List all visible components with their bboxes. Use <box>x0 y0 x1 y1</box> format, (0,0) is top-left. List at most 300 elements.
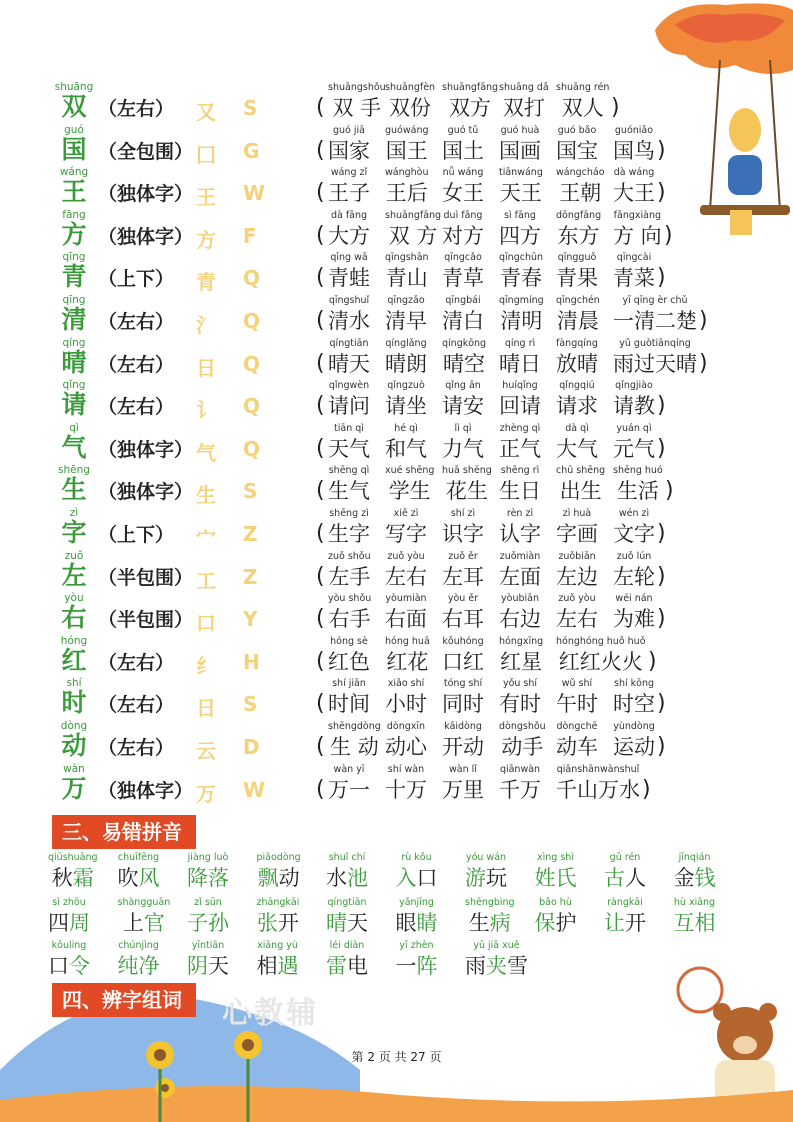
word-group <box>328 380 370 421</box>
character: 青 <box>61 262 87 292</box>
character-row <box>48 551 768 594</box>
easy-word <box>465 940 528 981</box>
word-pinyin: qīngshuǐ <box>328 294 370 306</box>
word-pinyin: wàn yī <box>333 763 365 775</box>
word-pinyin: zhèng qì <box>499 422 541 434</box>
radical: 又 <box>196 100 216 124</box>
word-pinyin: wánghòu <box>385 167 429 179</box>
word-pinyin: kāidòng <box>444 720 482 732</box>
word-group <box>328 210 370 251</box>
word: 请教 <box>613 394 655 419</box>
word-group <box>442 678 484 719</box>
word: 写字 <box>385 521 427 546</box>
word-group <box>556 338 598 379</box>
word: 生字 <box>328 521 370 546</box>
word-pinyin: yòumiàn <box>385 593 427 605</box>
easy-word-pinyin: léi diàn <box>329 940 365 951</box>
close-paren: ) <box>648 648 657 674</box>
easy-word-text <box>257 908 300 938</box>
radical: 王 <box>196 185 216 210</box>
word-pinyin: hóngxīng <box>499 635 544 647</box>
highlighted-character: 官 <box>143 911 165 935</box>
character-cell <box>52 678 96 717</box>
word-group <box>328 423 370 464</box>
easy-word-text <box>118 951 160 981</box>
word-group <box>385 678 427 719</box>
word-pinyin: qīngchūn <box>499 252 544 264</box>
character-row <box>48 338 768 381</box>
word: 对方 <box>442 223 484 248</box>
initial-letter: Q <box>243 351 261 376</box>
word-pinyin: yǔ guòtiānqíng <box>619 337 691 349</box>
structure-label: （全包围） <box>98 140 194 163</box>
word: 午时 <box>556 692 598 717</box>
plain-character: 秋 <box>51 866 73 890</box>
word-group <box>385 551 427 592</box>
close-paren: ) <box>657 137 666 163</box>
highlighted-character: 夹 <box>486 954 507 978</box>
easy-word-pinyin: jiàng luò <box>187 852 229 863</box>
easy-word-text <box>465 863 507 893</box>
highlighted-character: 霜 <box>72 866 94 890</box>
word-pinyin: yǒu shí <box>502 678 538 690</box>
character-row <box>48 721 768 764</box>
word-group <box>499 636 543 677</box>
plain-character: 玩 <box>486 866 507 890</box>
word: 右手 <box>328 607 371 632</box>
word-group <box>613 721 655 762</box>
word: 清白 <box>442 308 484 333</box>
word-pinyin: chū shēng <box>556 465 606 477</box>
word-pinyin: hé qì <box>394 422 418 434</box>
structure-label: （半包围） <box>98 566 194 589</box>
easy-word-text <box>48 951 90 981</box>
word: 动手 <box>501 734 544 759</box>
word-group <box>499 338 541 379</box>
initial-letter: S <box>243 479 258 504</box>
character-row <box>48 508 768 551</box>
word: 左右 <box>385 564 427 589</box>
word: 双打 <box>502 96 545 120</box>
word-pinyin: qīngzǎo <box>387 294 425 306</box>
initial-letter: G <box>243 138 260 163</box>
open-paren: ( <box>316 520 325 546</box>
open-paren: ( <box>316 265 325 291</box>
plain-character: 开 <box>277 911 299 935</box>
word-group <box>556 167 605 208</box>
structure-label: （左右） <box>98 98 175 120</box>
character: 字 <box>61 517 87 547</box>
word-pinyin: shuāngfāng <box>442 82 499 93</box>
easy-word-pinyin: yī zhèn <box>399 940 434 951</box>
open-paren: ( <box>316 307 325 333</box>
word: 左右 <box>556 607 598 632</box>
easy-pinyin-row <box>48 940 748 986</box>
easy-word-text <box>396 863 438 893</box>
word-group <box>499 593 541 634</box>
word-pinyin: zuǒbiān <box>558 550 596 562</box>
word-pinyin: nǚ wáng <box>442 167 484 179</box>
initial-letter: W <box>243 777 266 802</box>
word-group <box>328 465 370 506</box>
easy-word <box>396 940 438 981</box>
word: 十万 <box>385 777 427 802</box>
character-cell <box>52 593 96 632</box>
open-paren: ( <box>316 691 325 717</box>
word-group <box>613 593 655 634</box>
word-pinyin: qiānwàn <box>499 763 541 775</box>
word: 一清二楚 <box>613 308 697 333</box>
word-pinyin: kǒuhóng <box>442 635 484 647</box>
word-group <box>613 423 655 464</box>
word: 右耳 <box>442 607 484 632</box>
word-pinyin: dòngshǒu <box>499 720 546 732</box>
structure-label: （半包围） <box>98 609 194 632</box>
word-group <box>556 593 598 634</box>
easy-word-text <box>604 908 646 938</box>
word: 国宝 <box>556 138 598 163</box>
word-group <box>556 551 598 592</box>
word-group <box>499 380 541 421</box>
word-group <box>385 125 429 166</box>
word: 动车 <box>556 734 598 759</box>
word-pinyin: qīngchén <box>556 294 600 306</box>
open-paren: ( <box>316 95 325 120</box>
plain-character: 口 <box>48 954 69 978</box>
initial-letter: F <box>243 223 257 248</box>
structure-label: （上下） <box>98 523 175 546</box>
plain-character: 口 <box>416 866 438 890</box>
highlighted-character: 令 <box>69 954 90 978</box>
easy-word-pinyin: yǔ jiā xuě <box>473 940 520 951</box>
word-pinyin: qǐngwèn <box>328 380 370 392</box>
open-paren: ( <box>316 393 325 419</box>
highlighted-character: 雷 <box>326 954 347 978</box>
word-group <box>613 678 655 719</box>
radical: 宀 <box>196 525 216 550</box>
plain-character: 人 <box>625 866 646 890</box>
word-group <box>442 465 492 506</box>
plain-character: 水 <box>326 866 347 890</box>
word-group <box>328 508 370 549</box>
word: 字画 <box>556 521 598 546</box>
word: 红花 <box>386 649 429 674</box>
word: 国王 <box>385 138 428 163</box>
easy-word <box>187 940 229 981</box>
character-cell <box>52 380 96 419</box>
word-pinyin: shuāng dǎ <box>499 82 549 93</box>
easy-word-text <box>465 908 515 938</box>
plain-character: 吹 <box>117 866 139 890</box>
plain-character: 天 <box>208 954 229 978</box>
word-pinyin: shēng rì <box>500 465 540 477</box>
character: 生 <box>61 475 87 505</box>
easy-word <box>465 852 507 893</box>
word-pinyin: qiānshānwànshuǐ <box>556 763 640 775</box>
easy-word-text <box>118 908 171 938</box>
word-group <box>385 636 430 677</box>
character-pinyin: qì <box>69 421 79 434</box>
word-pinyin: shí wàn <box>387 763 425 775</box>
word: 双 手 <box>332 96 382 120</box>
word-pinyin: wéi nán <box>615 593 653 605</box>
plain-character: 上 <box>122 911 144 935</box>
radical: 日 <box>196 355 216 380</box>
structure-label: （独体字） <box>98 481 194 504</box>
radical: 生 <box>196 483 216 508</box>
character-cell <box>52 210 96 249</box>
character-row <box>48 764 768 807</box>
word: 青菜 <box>613 266 655 291</box>
character-row <box>48 636 768 679</box>
word-pinyin: wǔ shí <box>561 678 593 690</box>
character-pinyin: qǐng <box>62 379 86 392</box>
plain-character: 护 <box>555 911 577 935</box>
character-pinyin: zì <box>69 506 79 519</box>
character-row <box>48 465 768 508</box>
word: 青草 <box>442 266 484 291</box>
plain-character: 天 <box>347 911 368 935</box>
easy-word-text <box>465 951 528 981</box>
word-pinyin: dà qì <box>565 422 589 434</box>
word-group <box>442 295 484 336</box>
word-group <box>385 295 427 336</box>
radical: 日 <box>196 696 216 721</box>
plain-character: 金 <box>673 866 695 890</box>
highlighted-character: 张 <box>256 911 278 935</box>
word-group <box>499 210 541 251</box>
word-group <box>613 508 655 549</box>
close-paren: ) <box>657 520 666 546</box>
word-pinyin: shēng huó <box>613 465 663 477</box>
word-pinyin: dà fāng <box>330 209 368 221</box>
easy-word-text <box>257 863 301 893</box>
word: 万一 <box>328 777 370 802</box>
open-paren: ( <box>316 648 325 674</box>
word: 请问 <box>328 394 370 419</box>
highlighted-character: 遇 <box>277 954 299 978</box>
character-row <box>48 380 768 423</box>
word: 国家 <box>328 138 370 163</box>
word-pinyin: xiě zì <box>393 507 419 519</box>
page-footer: 第 2 页 共 27 页 <box>351 1050 442 1064</box>
word: 天气 <box>328 436 370 461</box>
word-pinyin: qīngcǎo <box>444 252 482 264</box>
radical: 纟 <box>196 653 216 678</box>
word: 文字 <box>613 521 655 546</box>
initial-letter: Y <box>243 607 258 632</box>
initial-letter: Z <box>243 564 258 589</box>
word-group <box>613 380 655 421</box>
word: 国土 <box>442 138 484 163</box>
character-cell <box>52 338 96 377</box>
word: 生气 <box>328 479 370 504</box>
easy-word <box>48 940 90 981</box>
easy-word-text <box>396 951 438 981</box>
easy-word-pinyin: rù kǒu <box>401 852 432 863</box>
word-group <box>385 593 427 634</box>
highlighted-character: 周 <box>69 911 90 935</box>
easy-word <box>465 897 515 938</box>
highlighted-character: 保 <box>534 911 556 935</box>
plain-character: 四 <box>48 911 69 935</box>
word-pinyin: shí jiān <box>332 678 366 690</box>
word: 清水 <box>328 308 370 333</box>
easy-word-text <box>396 908 438 938</box>
word: 青蛙 <box>328 266 370 291</box>
word-group <box>499 167 543 208</box>
word: 左面 <box>499 564 541 589</box>
word: 大方 <box>328 223 370 248</box>
character-pinyin: wàn <box>63 762 85 775</box>
word: 出生 <box>559 479 602 504</box>
section-header-easy-pinyin: 三、易错拼音 <box>52 815 196 849</box>
easy-word-pinyin: shàngguān <box>117 897 171 908</box>
word-pinyin: dà wáng <box>613 167 655 179</box>
word-pinyin: zuǒ yòu <box>558 593 596 605</box>
word: 右面 <box>385 607 427 632</box>
word: 口红 <box>442 649 484 674</box>
word-group <box>385 210 441 251</box>
open-paren: ( <box>316 776 325 802</box>
highlighted-character: 风 <box>138 866 160 890</box>
word: 万里 <box>442 777 484 802</box>
character: 红 <box>61 645 87 675</box>
character-row <box>48 125 768 168</box>
easy-word <box>326 852 368 893</box>
section-header-word-building: 四、辨字组词 <box>52 983 196 1017</box>
close-paren: ) <box>657 435 666 461</box>
easy-word <box>535 852 577 893</box>
word-group <box>556 252 598 293</box>
highlighted-character: 降落 <box>187 866 229 890</box>
character-row <box>48 593 768 636</box>
word-group <box>613 125 655 166</box>
character-table <box>48 82 768 806</box>
word: 同时 <box>442 692 484 717</box>
word: 清早 <box>385 308 427 333</box>
initial-letter: Q <box>243 308 261 333</box>
word-group <box>613 551 655 592</box>
easy-word-text <box>326 908 368 938</box>
easy-word-pinyin: chúnjìng <box>118 940 159 951</box>
radical: 万 <box>196 781 216 806</box>
plain-character: 一 <box>395 954 417 978</box>
character-row <box>48 252 768 295</box>
character-pinyin: qīng <box>62 251 86 264</box>
structure-label: （独体字） <box>98 779 194 802</box>
character: 万 <box>61 773 87 803</box>
word: 双人 <box>561 96 604 120</box>
close-paren: ) <box>611 95 620 120</box>
highlighted-character: 阵 <box>416 954 438 978</box>
word: 千山万水 <box>556 777 640 802</box>
word: 请求 <box>556 394 598 419</box>
word-pinyin: yùndòng <box>613 720 655 732</box>
word-pinyin: guó bǎo <box>557 124 597 136</box>
easy-word <box>326 897 368 938</box>
word: 王朝 <box>559 181 602 206</box>
highlighted-character: 古 <box>604 866 625 890</box>
word-group <box>442 636 484 677</box>
easy-word <box>604 897 646 938</box>
character-pinyin: shí <box>66 677 82 690</box>
character: 国 <box>61 134 87 164</box>
word-group <box>442 82 498 123</box>
word-pinyin: xiǎo shí <box>387 678 425 690</box>
word-pinyin: huíqǐng <box>502 380 538 392</box>
word-pinyin: wáng zǐ <box>330 167 368 179</box>
word-pinyin: hónghóng huǒ huǒ <box>556 635 646 647</box>
character-cell <box>52 508 96 547</box>
word-group <box>613 252 655 293</box>
word-group <box>385 338 427 379</box>
character-cell <box>52 551 96 590</box>
structure-label: （左右） <box>98 353 175 376</box>
structure-label: （左右） <box>98 310 175 333</box>
easy-word-pinyin: qiūshuāng <box>48 852 98 863</box>
word-pinyin: wén zì <box>618 507 650 519</box>
character: 右 <box>61 603 87 633</box>
character-pinyin: yòu <box>64 592 84 605</box>
open-paren: ( <box>316 733 325 759</box>
open-paren: ( <box>316 478 325 504</box>
open-paren: ( <box>316 435 325 461</box>
character: 左 <box>61 560 87 590</box>
word-group <box>385 167 429 208</box>
highlighted-character: 姓氏 <box>534 866 577 890</box>
easy-word-pinyin: chuīfēng <box>117 852 160 863</box>
word: 放晴 <box>556 351 598 376</box>
character-pinyin: shuāng <box>54 81 94 93</box>
word-group <box>385 423 427 464</box>
word-group <box>385 465 434 506</box>
easy-word <box>187 852 229 893</box>
word: 清晨 <box>556 308 599 333</box>
word-pinyin: rèn zì <box>506 507 534 519</box>
word-pinyin: shuāngfèn <box>385 82 436 93</box>
word-group <box>385 721 427 762</box>
word-group <box>613 338 697 379</box>
close-paren: ) <box>665 478 674 504</box>
word-pinyin: qīng wā <box>330 252 368 264</box>
character-row <box>48 295 768 338</box>
structure-label: （左右） <box>98 736 175 759</box>
word-pinyin: zuǒ ěr <box>448 550 478 562</box>
initial-letter: Q <box>243 436 261 461</box>
word-group <box>385 764 427 805</box>
easy-word-text <box>674 908 716 938</box>
radical: 方 <box>196 227 216 252</box>
word-group <box>442 593 484 634</box>
easy-word-pinyin: shuǐ chí <box>328 852 366 863</box>
word-pinyin: zuǒmiàn <box>499 550 541 562</box>
word: 右边 <box>499 607 541 632</box>
close-paren: ) <box>664 222 673 248</box>
word-pinyin: qǐngzuò <box>387 380 425 392</box>
word-group <box>328 125 370 166</box>
word: 开动 <box>442 734 484 759</box>
word-pinyin: qǐngqiú <box>559 380 595 392</box>
plain-character: 相 <box>256 954 278 978</box>
highlighted-character: 睛 <box>416 911 438 935</box>
word-pinyin: shí zì <box>450 507 476 519</box>
word: 为难 <box>613 607 655 632</box>
word: 时间 <box>328 692 370 717</box>
character: 气 <box>61 432 87 462</box>
word-pinyin: guó jiā <box>333 124 365 136</box>
word-group <box>499 508 541 549</box>
